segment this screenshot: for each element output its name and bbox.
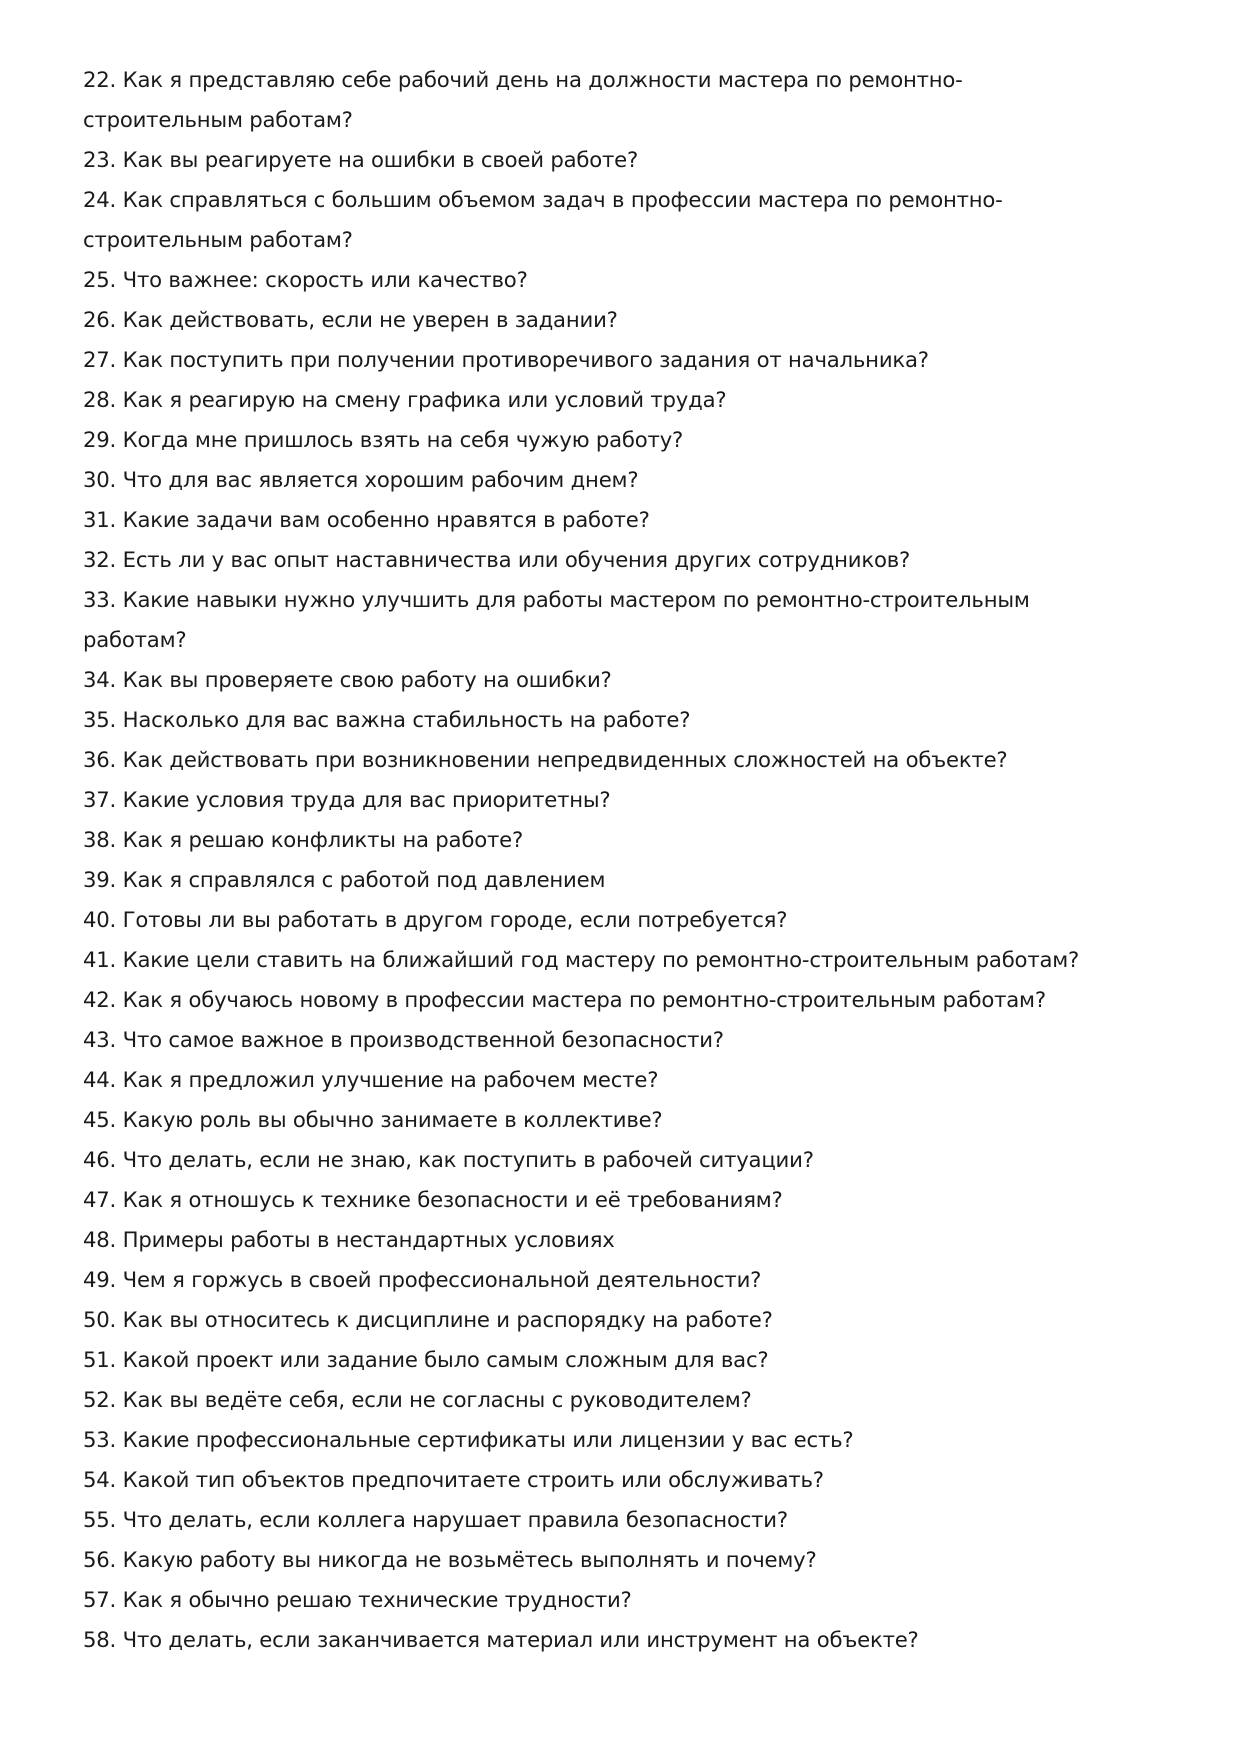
question-item (83, 300, 1163, 340)
question-text: 49. Чем я горжусь в своей профессиональной деятельности? (83, 1267, 762, 1292)
question-item (83, 700, 1163, 740)
question-text-continuation: строительным работам? (83, 227, 353, 252)
question-text-continuation: работам? (83, 627, 187, 652)
question-item (83, 1340, 1163, 1380)
question-item (83, 1020, 1163, 1060)
question-text: 56. Какую работу вы никогда не возьмётесь выполнять и почему? (83, 1547, 817, 1572)
question-item (83, 340, 1163, 380)
question-item (83, 60, 1163, 140)
question-item (83, 940, 1163, 980)
question-text: 37. Какие условия труда для вас приоритетны? (83, 787, 611, 812)
question-text: 39. Как я справлялся с работой под давлением (83, 867, 606, 892)
question-text: 25. Что важнее: скорость или качество? (83, 267, 528, 292)
question-text: 32. Есть ли у вас опыт наставничества или обучения других сотрудников? (83, 547, 911, 572)
question-item (83, 260, 1163, 300)
question-text: 30. Что для вас является хорошим рабочим днем? (83, 467, 639, 492)
question-item (83, 1540, 1163, 1580)
question-text: 45. Какую роль вы обычно занимаете в коллективе? (83, 1107, 663, 1132)
question-text: 58. Что делать, если заканчивается материал или инструмент на объекте? (83, 1627, 919, 1652)
question-text: 46. Что делать, если не знаю, как поступить в рабочей ситуации? (83, 1147, 814, 1172)
question-item (83, 1180, 1163, 1220)
question-item (83, 1300, 1163, 1340)
question-text: 55. Что делать, если коллега нарушает правила безопасности? (83, 1507, 788, 1532)
question-item (83, 540, 1163, 580)
question-item (83, 140, 1163, 180)
question-text: 47. Как я отношусь к технике безопасности и её требованиям? (83, 1187, 783, 1212)
question-text: 28. Как я реагирую на смену графика или условий труда? (83, 387, 727, 412)
question-text: 24. Как справляться с большим объемом задач в профессии мастера по ремонтно- (83, 187, 1003, 212)
question-item (83, 1420, 1163, 1460)
question-text: 52. Как вы ведёте себя, если не согласны с руководителем? (83, 1387, 752, 1412)
question-item (83, 380, 1163, 420)
question-item (83, 660, 1163, 700)
question-text: 33. Какие навыки нужно улучшить для работы мастером по ремонтно-строительным (83, 587, 1030, 612)
question-text: 38. Как я решаю конфликты на работе? (83, 827, 523, 852)
question-text: 57. Как я обычно решаю технические трудности? (83, 1587, 632, 1612)
question-text: 41. Какие цели ставить на ближайший год мастеру по ремонтно-строительным работам? (83, 947, 1080, 972)
question-text: 53. Какие профессиональные сертификаты или лицензии у вас есть? (83, 1427, 854, 1452)
question-item (83, 780, 1163, 820)
question-item (83, 460, 1163, 500)
question-list (83, 60, 1163, 1660)
question-text: 23. Как вы реагируете на ошибки в своей работе? (83, 147, 639, 172)
question-item (83, 1260, 1163, 1300)
question-text: 50. Как вы относитесь к дисциплине и распорядку на работе? (83, 1307, 773, 1332)
question-text: 31. Какие задачи вам особенно нравятся в работе? (83, 507, 650, 532)
question-text: 40. Готовы ли вы работать в другом городе, если потребуется? (83, 907, 788, 932)
question-item (83, 500, 1163, 540)
question-text: 51. Какой проект или задание было самым сложным для вас? (83, 1347, 769, 1372)
question-item (83, 980, 1163, 1020)
question-text-continuation: строительным работам? (83, 107, 353, 132)
question-item (83, 900, 1163, 940)
question-text: 54. Какой тип объектов предпочитаете строить или обслуживать? (83, 1467, 824, 1492)
question-text: 22. Как я представляю себе рабочий день на должности мастера по ремонтно- (83, 67, 963, 92)
question-text: 48. Примеры работы в нестандартных условиях (83, 1227, 615, 1252)
question-item (83, 1140, 1163, 1180)
question-text: 36. Как действовать при возникновении непредвиденных сложностей на объекте? (83, 747, 1008, 772)
question-item (83, 420, 1163, 460)
question-text: 43. Что самое важное в производственной безопасности? (83, 1027, 724, 1052)
question-item (83, 1620, 1163, 1660)
question-item (83, 180, 1163, 260)
question-item (83, 860, 1163, 900)
question-item (83, 1380, 1163, 1420)
question-item (83, 820, 1163, 860)
question-item (83, 1500, 1163, 1540)
question-item (83, 1100, 1163, 1140)
question-text: 44. Как я предложил улучшение на рабочем месте? (83, 1067, 659, 1092)
question-text: 34. Как вы проверяете свою работу на ошибки? (83, 667, 612, 692)
question-item (83, 1580, 1163, 1620)
question-text: 35. Насколько для вас важна стабильность на работе? (83, 707, 691, 732)
question-text: 27. Как поступить при получении противоречивого задания от начальника? (83, 347, 929, 372)
question-text: 26. Как действовать, если не уверен в задании? (83, 307, 618, 332)
question-item (83, 580, 1163, 660)
question-item (83, 1220, 1163, 1260)
question-item (83, 1060, 1163, 1100)
question-item (83, 1460, 1163, 1500)
question-text: 42. Как я обучаюсь новому в профессии мастера по ремонтно-строительным работам? (83, 987, 1046, 1012)
question-item (83, 740, 1163, 780)
question-text: 29. Когда мне пришлось взять на себя чужую работу? (83, 427, 684, 452)
